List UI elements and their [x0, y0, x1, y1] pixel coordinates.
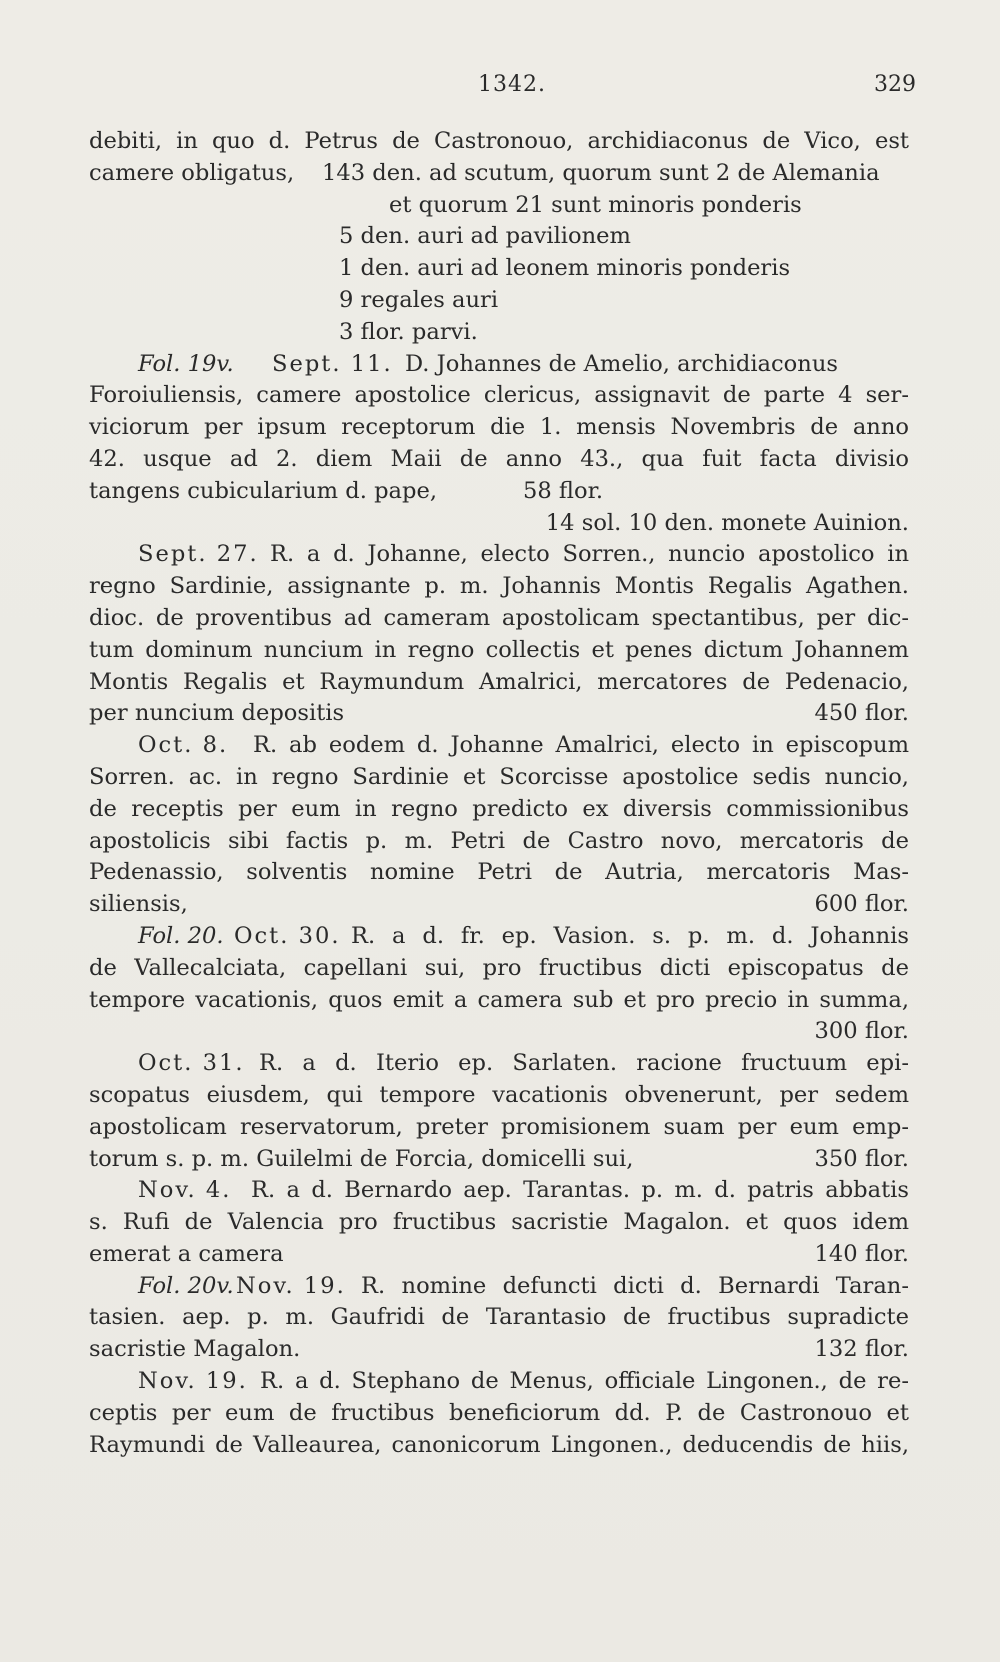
- entry-date: Oct. 8.: [138, 732, 229, 759]
- text-line: 9 regales auri: [339, 286, 499, 313]
- text-line: 42. usque ad 2. diem Maii de anno 43., qua fuit facta divisio: [89, 445, 909, 472]
- text-line: Montis Regalis et Raymundum Amalrici, mercatores de Pedenacio,: [89, 668, 909, 695]
- text-line: Oct. 8. R. ab eodem d. Johanne Amalrici, electo in episcopum: [89, 730, 909, 762]
- text-line: regno Sardinie, assignante p. m. Johannis Montis Regalis Agathen.: [89, 573, 909, 600]
- header-year: 1342.: [478, 72, 546, 97]
- text-line: apostolicis sibi factis p. m. Petri de Castro novo, mercatoris de: [89, 827, 909, 854]
- text-line: apostolicam reservatorum, preter promisionem suam per eum emp-: [89, 1113, 909, 1140]
- text-line: dioc. de proventibus ad cameram apostolicam spectantibus, per dic-: [89, 604, 909, 631]
- text-line: tangens cubicularium d. pape, 58 flor.: [89, 477, 604, 504]
- text-line: 14 sol. 10 den. monete Auinion.: [545, 509, 909, 536]
- text-line: Raymundi de Valleaurea, canonicorum Lingonen., deducendis de hiis,: [89, 1431, 909, 1458]
- text-line: et quorum 21 sunt minoris ponderis: [389, 191, 802, 218]
- text-line: Foroiuliensis, camere apostolice clericus, assignavit de parte 4 ser-: [89, 382, 909, 409]
- page-number: 329: [874, 72, 916, 97]
- text-line: Fol. 20. Oct. 30. R. a d. fr. ep. Vasion. s. p. m. d. Johannis: [89, 921, 909, 953]
- text-line: per nuncium depositis 450 flor.: [89, 700, 909, 727]
- text-line: camere obligatus, 143 den. ad scutum, quorum sunt 2 de Alemania: [89, 159, 880, 186]
- text-line: sacristie Magalon. 132 flor.: [89, 1336, 909, 1363]
- text-line: 3 flor. parvi.: [339, 318, 478, 345]
- text-line: 5 den. auri ad pavilionem: [339, 223, 631, 250]
- text-line: 1 den. auri ad leonem minoris ponderis: [339, 255, 791, 282]
- text-line: Sept. 27. R. a d. Johanne, electo Sorren., nuncio apostolico in: [89, 539, 909, 571]
- entry-date: Nov. 19.: [236, 1272, 346, 1299]
- text-line: Oct. 31. R. a d. Iterio ep. Sarlaten. racione fructuum epi-: [89, 1048, 909, 1080]
- folio-marker: Fol. 19v.: [138, 350, 234, 377]
- text-line: scopatus eiusdem, qui tempore vacationis obvenerunt, per sedem: [89, 1081, 909, 1108]
- entry-date: Nov. 19.: [138, 1368, 248, 1395]
- text-line: 300 flor.: [814, 1018, 909, 1045]
- text-line: debiti, in quo d. Petrus de Castronouo, archidiaconus de Vico, est: [89, 128, 909, 154]
- text-line: emerat a camera 140 flor.: [89, 1240, 909, 1267]
- text-line: Sorren. ac. in regno Sardinie et Scorcisse apostolice sedis nuncio,: [89, 763, 909, 790]
- text-line: Nov. 4. R. a d. Bernardo aep. Tarantas. p. m. d. patris abbatis: [89, 1175, 909, 1207]
- text-line: de Vallecalciata, capellani sui, pro fructibus dicti episcopatus de: [89, 954, 909, 981]
- text-line: viciorum per ipsum receptorum die 1. mensis Novembris de anno: [89, 414, 909, 441]
- entry-date: Nov. 4.: [138, 1177, 232, 1204]
- text-line: Nov. 19. R. a d. Stephano de Menus, officiale Lingonen., de re-: [89, 1366, 909, 1398]
- text-line: tempore vacationis, quos emit a camera sub et pro precio in summa,: [89, 986, 909, 1013]
- folio-marker: Fol. 20.: [138, 922, 224, 949]
- entry-date: Oct. 30.: [234, 922, 341, 949]
- text-line: torum s. p. m. Guilelmi de Forcia, domicelli sui, 350 flor.: [89, 1145, 909, 1172]
- text-line: Fol. 19v. Sept. 11. D. Johannes de Amelio, archidiaconus: [89, 349, 909, 381]
- text-line: Fol. 20v. Nov. 19. R. nomine defuncti dicti d. Bernardi Taran-: [89, 1271, 909, 1303]
- text-line: Pedenassio, solventis nomine Petri de Autria, mercatoris Mas-: [89, 859, 909, 886]
- text-line: siliensis, 600 flor.: [89, 891, 909, 918]
- text-line: tasien. aep. p. m. Gaufridi de Tarantasio de fructibus supradicte: [89, 1304, 909, 1331]
- text-line: ceptis per eum de fructibus beneficiorum dd. P. de Castronouo et: [89, 1399, 909, 1426]
- text-line: tum dominum nuncium in regno collectis et penes dictum Johannem: [89, 636, 909, 663]
- entry-date: Oct. 31.: [138, 1050, 245, 1077]
- entry-date: Sept. 27.: [138, 541, 259, 568]
- entry-date: Sept. 11.: [272, 350, 393, 377]
- text-line: de receptis per eum in regno predicto ex diversis commissionibus: [89, 795, 909, 822]
- running-header: [0, 72, 1000, 102]
- body-text: [89, 126, 909, 1461]
- text-line: s. Rufi de Valencia pro fructibus sacristie Magalon. et quos idem: [89, 1209, 909, 1236]
- folio-marker: Fol. 20v.: [138, 1272, 234, 1299]
